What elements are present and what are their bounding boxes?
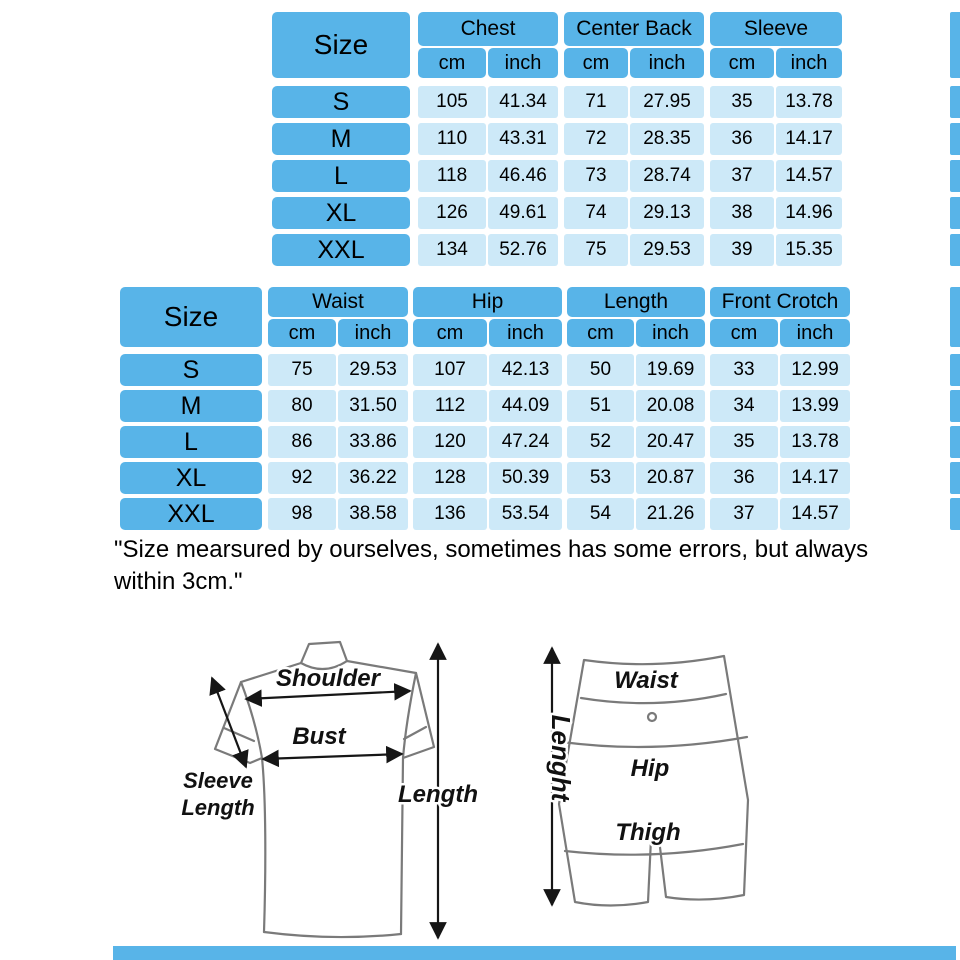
unit-inch-header: inch: [489, 319, 562, 347]
front-crotch-group-header: Front Crotch: [710, 287, 850, 317]
waist-inch-value: 36.22: [338, 462, 408, 494]
table-row: [120, 462, 850, 494]
unit-inch-header: inch: [636, 319, 705, 347]
waist-cm-value: 86: [268, 426, 336, 458]
unit-inch-header: inch: [780, 319, 850, 347]
center-back-inch-value: 28.74: [630, 160, 704, 192]
front-crotch-inch-value: 14.17: [780, 462, 850, 494]
cropped-table-edge: [950, 354, 960, 386]
chest-cm-value: 105: [418, 86, 486, 118]
front-crotch-cm-value: 36: [710, 462, 778, 494]
cropped-table-edge: [950, 426, 960, 458]
waist-label: Waist: [614, 667, 678, 694]
hip-inch-value: 50.39: [489, 462, 562, 494]
table-row: [272, 234, 842, 266]
chest-inch-value: 41.34: [488, 86, 558, 118]
sleeve-inch-value: 14.17: [776, 123, 842, 155]
measurement-diagrams: [0, 618, 960, 960]
cropped-table-edge: [950, 462, 960, 494]
hip-inch-value: 53.54: [489, 498, 562, 530]
chest-inch-value: 43.31: [488, 123, 558, 155]
size-cell: XXL: [120, 498, 262, 530]
table-row: [120, 390, 850, 422]
thigh-label: Thigh: [615, 819, 681, 846]
sleeve-group-header: Sleeve: [710, 12, 842, 46]
center-back-inch-value: 27.95: [630, 86, 704, 118]
table2-size-header-cell: Size: [120, 287, 262, 347]
waist-inch-value: 38.58: [338, 498, 408, 530]
cropped-table-edge: [950, 287, 960, 347]
sleeve-inch-value: 14.96: [776, 197, 842, 229]
waist-cm-value: 92: [268, 462, 336, 494]
bust-label: Bust: [292, 723, 346, 750]
hip-group-header: Hip: [413, 287, 562, 317]
front-crotch-cm-value: 34: [710, 390, 778, 422]
sleeve-cm-value: 37: [710, 160, 774, 192]
shirt-length-label: Length: [398, 781, 478, 808]
center-back-inch-value: 29.53: [630, 234, 704, 266]
length-inch-value: 21.26: [636, 498, 705, 530]
table1-size-header-cell: Size: [272, 12, 410, 78]
hip-inch-value: 47.24: [489, 426, 562, 458]
sleeve-cm-value: 38: [710, 197, 774, 229]
unit-inch-header: inch: [776, 48, 842, 78]
hip-cm-value: 107: [413, 354, 487, 386]
unit-inch-header: inch: [338, 319, 408, 347]
length-cm-value: 52: [567, 426, 634, 458]
cropped-table-edge: [950, 86, 960, 118]
size-cell: XXL: [272, 234, 410, 266]
length-inch-value: 20.08: [636, 390, 705, 422]
hip-inch-value: 44.09: [489, 390, 562, 422]
unit-inch-header: inch: [630, 48, 704, 78]
sleeve-cm-value: 39: [710, 234, 774, 266]
hip-inch-value: 42.13: [489, 354, 562, 386]
hip-cm-value: 136: [413, 498, 487, 530]
center-back-cm-value: 72: [564, 123, 628, 155]
size-cell: M: [272, 123, 410, 155]
cropped-table-edge: [950, 12, 960, 78]
waist-inch-value: 33.86: [338, 426, 408, 458]
shorts-length-label: Lenght: [546, 714, 576, 802]
table-row: [272, 86, 842, 118]
front-crotch-inch-value: 12.99: [780, 354, 850, 386]
waist-cm-value: 75: [268, 354, 336, 386]
sleeve-length-label-line2: Length: [181, 795, 255, 820]
size-cell: S: [272, 86, 410, 118]
bottom-size-table: [120, 287, 850, 530]
chest-cm-value: 126: [418, 197, 486, 229]
waist-inch-value: 31.50: [338, 390, 408, 422]
table-row: [120, 498, 850, 530]
chest-inch-value: 52.76: [488, 234, 558, 266]
bust-arrow: [263, 754, 402, 759]
table-row: [272, 160, 842, 192]
table-row: [272, 123, 842, 155]
shoulder-label: Shoulder: [275, 665, 381, 692]
center-back-cm-value: 71: [564, 86, 628, 118]
center-back-inch-value: 29.13: [630, 197, 704, 229]
length-group-header: Length: [567, 287, 705, 317]
front-crotch-cm-value: 35: [710, 426, 778, 458]
size-cell: S: [120, 354, 262, 386]
sleeve-inch-value: 15.35: [776, 234, 842, 266]
hip-label: Hip: [630, 755, 670, 782]
cropped-table-edge: [950, 197, 960, 229]
chest-group-header: Chest: [418, 12, 558, 46]
chest-inch-value: 49.61: [488, 197, 558, 229]
shoulder-arrow: [246, 691, 410, 699]
sleeve-cm-value: 35: [710, 86, 774, 118]
front-crotch-inch-value: 13.99: [780, 390, 850, 422]
unit-cm-header: cm: [268, 319, 336, 347]
length-cm-value: 51: [567, 390, 634, 422]
sleeve-inch-value: 14.57: [776, 160, 842, 192]
unit-cm-header: cm: [413, 319, 487, 347]
length-inch-value: 20.87: [636, 462, 705, 494]
center-back-cm-value: 73: [564, 160, 628, 192]
size-cell: XL: [272, 197, 410, 229]
front-crotch-cm-value: 37: [710, 498, 778, 530]
hip-cm-value: 112: [413, 390, 487, 422]
unit-cm-header: cm: [710, 48, 774, 78]
top-size-table: [272, 12, 842, 266]
cropped-table-edge: [950, 498, 960, 530]
cropped-table-edge: [950, 390, 960, 422]
waist-inch-value: 29.53: [338, 354, 408, 386]
center-back-inch-value: 28.35: [630, 123, 704, 155]
center-back-cm-value: 75: [564, 234, 628, 266]
unit-cm-header: cm: [418, 48, 486, 78]
chest-cm-value: 118: [418, 160, 486, 192]
chest-cm-value: 134: [418, 234, 486, 266]
unit-cm-header: cm: [567, 319, 634, 347]
hip-cm-value: 120: [413, 426, 487, 458]
cropped-table-edge: [950, 160, 960, 192]
measurement-disclaimer: "Size mearsured by ourselves, sometimes has some errors, but always within 3cm.": [114, 536, 869, 595]
front-crotch-cm-value: 33: [710, 354, 778, 386]
unit-cm-header: cm: [564, 48, 628, 78]
front-crotch-inch-value: 14.57: [780, 498, 850, 530]
length-inch-value: 20.47: [636, 426, 705, 458]
size-cell: XL: [120, 462, 262, 494]
size-cell: L: [272, 160, 410, 192]
cropped-table-edge: [950, 123, 960, 155]
waist-cm-value: 98: [268, 498, 336, 530]
size-cell: L: [120, 426, 262, 458]
unit-cm-header: cm: [710, 319, 778, 347]
cropped-table-edge: [950, 234, 960, 266]
length-cm-value: 53: [567, 462, 634, 494]
chest-inch-value: 46.46: [488, 160, 558, 192]
front-crotch-inch-value: 13.78: [780, 426, 850, 458]
length-cm-value: 54: [567, 498, 634, 530]
size-cell: M: [120, 390, 262, 422]
sleeve-length-label-line1: Sleeve: [183, 768, 253, 793]
chest-cm-value: 110: [418, 123, 486, 155]
length-inch-value: 19.69: [636, 354, 705, 386]
length-cm-value: 50: [567, 354, 634, 386]
table-row: [120, 426, 850, 458]
unit-inch-header: inch: [488, 48, 558, 78]
center-back-group-header: Center Back: [564, 12, 704, 46]
waist-cm-value: 80: [268, 390, 336, 422]
sleeve-cm-value: 36: [710, 123, 774, 155]
hip-cm-value: 128: [413, 462, 487, 494]
table-row: [120, 354, 850, 386]
waist-group-header: Waist: [268, 287, 408, 317]
sleeve-inch-value: 13.78: [776, 86, 842, 118]
center-back-cm-value: 74: [564, 197, 628, 229]
cropped-table-bottom-strip: [113, 946, 956, 960]
table-row: [272, 197, 842, 229]
